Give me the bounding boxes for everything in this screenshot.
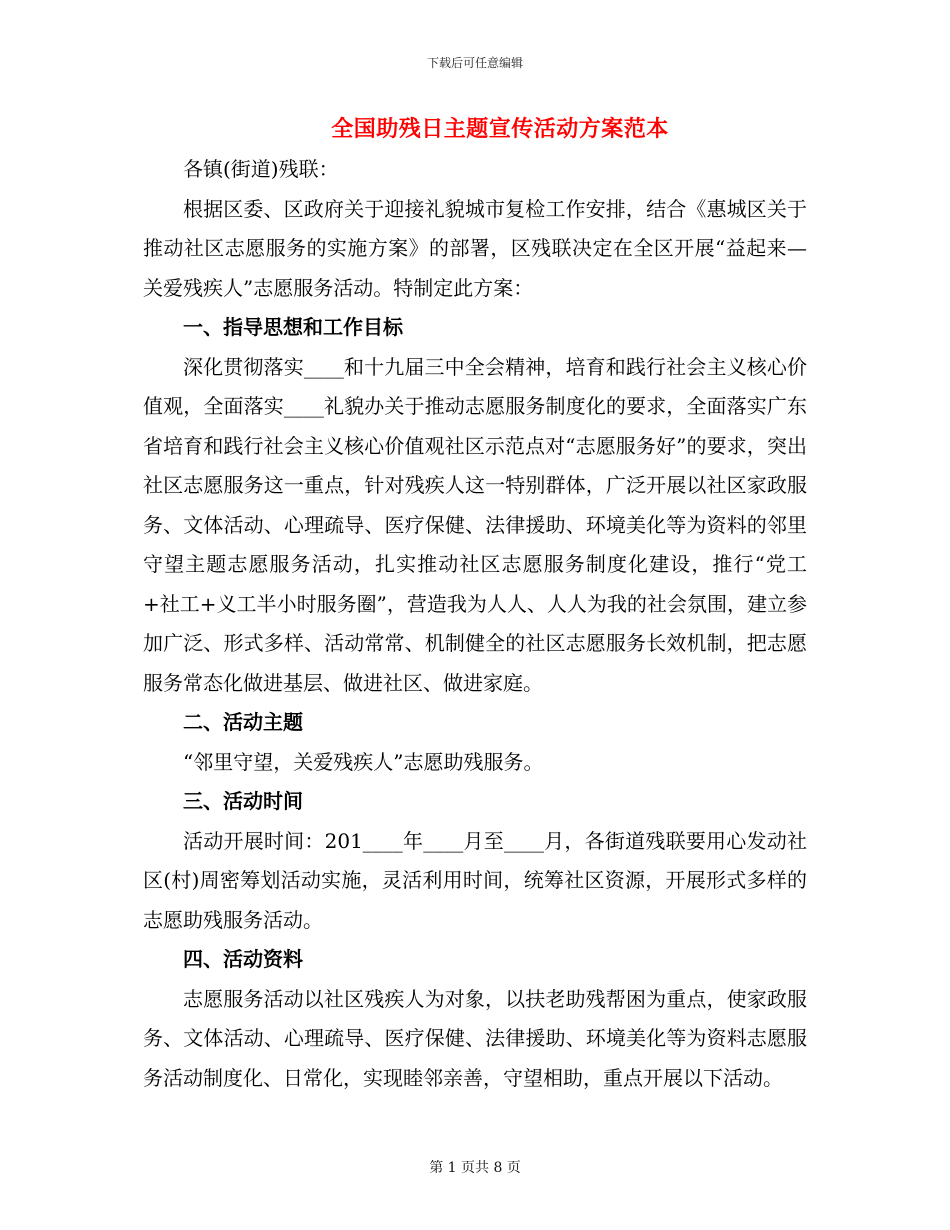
section-heading-time: 三、活动时间 [183, 789, 303, 813]
section-heading-guiding: 一、指导思想和工作目标 [183, 315, 403, 339]
section-text-guiding: 深化贯彻落实____和十九届三中全会精神，培育和践行社会主义核心价值观，全面落实____礼貌办关于推动志愿服务制度化的要求，全面落实广东省培育和践行社会主义核心价值观社区示范点对“志愿服务好”的要求，突出社区志愿服务这一重点，针对残疾人这一特别群体，广泛开展以社区家政服务、文体活动、心理疏导、医疗保健、法律援助、环境美化等为资料的邻里守望主题志愿服务活动，扎实推动社区志愿服务制度化建设，推行“党工+社工+义工半小时服务圈”，营造我为人人、人人为我的社会氛围，建立参加广泛、形式多样、活动常常、机制健全的社区志愿服务长效机制，把志愿服务常态化做进基层、做进社区、做进家庭。 [143, 354, 807, 695]
header-note: 下载后可任意编辑 [426, 56, 523, 70]
document-title: 全国助残日主题宣传活动方案范本 [331, 116, 669, 142]
section-heading-theme: 二、活动主题 [183, 710, 303, 734]
section-text-theme: “邻里守望，关爱残疾人”志愿助残服务。 [183, 749, 544, 774]
section-text-materials: 志愿服务活动以社区残疾人为对象，以扶老助残帮困为重点，使家政服务、文体活动、心理疏导、医疗保健、法律援助、环境美化等为资料志愿服务活动制度化、日常化，实现睦邻亲善，守望相助，重点开展以下活动。 [143, 986, 807, 1090]
section-text-time: 活动开展时间：201____年____月至____月，各街道残联要用心发动社区(村)周密筹划活动实施，灵活利用时间，统筹社区资源，开展形式多样的志愿助残服务活动。 [143, 828, 807, 932]
section-heading-materials: 四、活动资料 [183, 947, 303, 971]
intro-paragraph: 根据区委、区政府关于迎接礼貌城市复检工作安排，结合《惠城区关于推动社区志愿服务的实施方案》的部署，区残联决定在全区开展“益起来—关爱残疾人”志愿服务活动。特制定此方案： [143, 196, 807, 300]
page-number: 第 1 页共 8 页 [429, 1160, 521, 1176]
salutation: 各镇(街道)残联： [183, 157, 339, 181]
document-body [143, 150, 807, 1098]
